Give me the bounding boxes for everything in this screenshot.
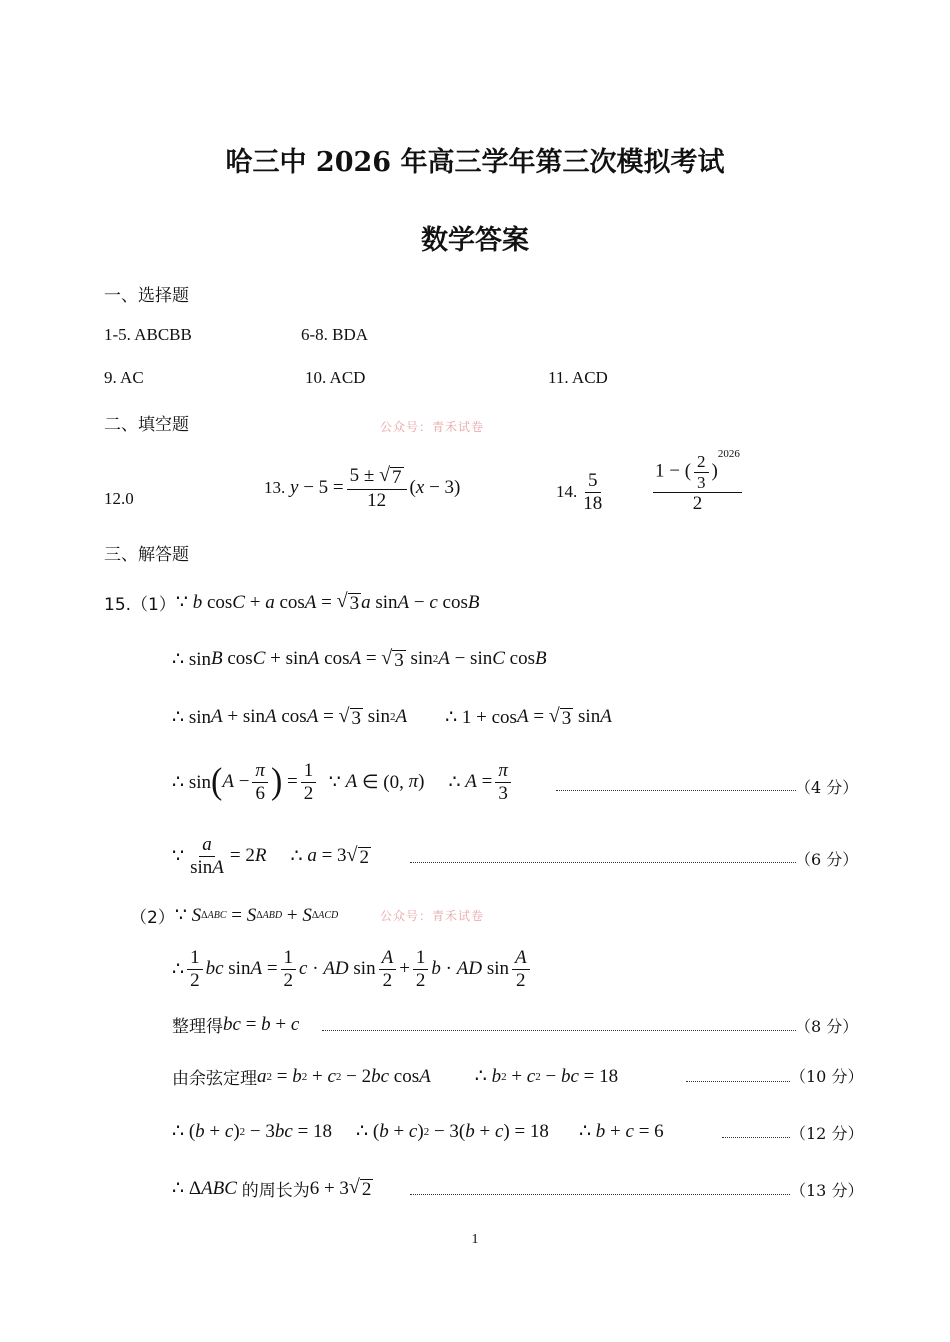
score-8: （8 分） <box>795 1017 859 1036</box>
watermark-2: 公众号：青禾试卷 <box>380 909 485 923</box>
section-choice: 一、选择题 <box>104 286 189 306</box>
answer-14 <box>556 470 608 515</box>
p15-part2-line-3: 整理得 bc = b + c <box>172 1013 300 1037</box>
answer-11: 11. ACD <box>548 368 608 387</box>
p15-line-4: ∴ sin ( A − $\frac{\pi}{6}$ ) = $\frac{1}{2}$ ∵ A ∈ (0, π ) ∴ A = $\frac{\pi}{3}$ <box>172 760 514 805</box>
leader-dots <box>686 1069 790 1082</box>
answer-14-numerator: 5 <box>585 470 601 493</box>
page-title: 哈三中 2026 年高三学年第三次模拟考试 <box>225 147 725 178</box>
answer-13: 13. y − 5 = 5 ± √ 7 12 ( x − 3) <box>264 464 461 511</box>
p15-line-5: ∵ $\frac{a}{\sin A}$ = 2 R ∴ a = 3 √ 2 <box>172 834 370 878</box>
leader-dots <box>556 778 796 791</box>
p15-line-2: ∴ sin B cos C + sin A cos A = √ 3 sin 2 A − sin C cos B <box>172 647 547 671</box>
leader-dots <box>322 1018 796 1031</box>
watermark: 公众号：青禾试卷 <box>380 420 485 434</box>
page-number: 1 <box>471 1232 479 1247</box>
answer-14-denominator: 18 <box>583 492 603 514</box>
p15-part2-line-4: 由余弦定理 a 2 = b 2 + c 2 − 2 bc cos A ∴ b 2 + c 2 − bc = 18 <box>172 1065 619 1089</box>
score-6: （6 分） <box>795 850 859 869</box>
text-perimeter: 的周长为 <box>241 1181 310 1201</box>
page-subtitle: 数学答案 <box>421 225 529 256</box>
answer-14-label: 14. <box>556 482 578 502</box>
section-fill: 二、填空题 <box>104 415 189 435</box>
answer-13-label: 13. <box>264 477 286 497</box>
answer-10: 10. ACD <box>305 368 366 387</box>
section-solve: 三、解答题 <box>104 545 189 565</box>
answer-12: 12.0 <box>104 489 134 508</box>
p15-line-1: 15.（1） ∵ b cos C + a cos A = √ 3 a sin A − c cos B <box>104 590 480 615</box>
answer-6-8: 6-8. BDA <box>301 325 369 344</box>
leader-dots <box>722 1125 790 1138</box>
score-12: （12 分） <box>790 1124 864 1143</box>
p15-part2-line-6: ∴ Δ ABC 的周长为 6 + 3 √ 2 <box>172 1176 372 1201</box>
p15-part2-line-2: ∴ $\frac{1}{2}$ bc sin A = $\frac{1}{2}$ c · AD sin $\frac{A}{2}$ + $\frac{1}{2}$ b · AD sin $\frac{A}{2}$ <box>172 947 533 992</box>
text-cosine-law: 由余弦定理 <box>172 1069 257 1089</box>
answer-1-5: 1-5. ABCBB <box>104 325 192 344</box>
score-13: （13 分） <box>790 1181 864 1200</box>
p15-line-3: ∴ sin A + sin A cos A = √ 3 sin 2 A ∴ 1 + cos A = √ 3 sin A <box>172 705 612 729</box>
leader-dots <box>410 1182 790 1195</box>
p15-label: 15.（1） <box>104 595 176 615</box>
p15-part2-line-1: （2） ∵ S ΔABC = S ΔABD + S ΔACD <box>130 904 339 928</box>
p15-part2-line-5: ∴ ( b + c ) 2 − 3 bc = 18 ∴ ( b + c ) 2 − 3( b + c ) = 18 ∴ b + c = 6 <box>172 1120 664 1142</box>
p15-part2-label: （2） <box>130 908 175 928</box>
score-4: （4 分） <box>795 778 859 797</box>
answer-14-second: 1 − ( $\frac{2}{3}$ )$^{2026}$ 2 <box>655 448 740 515</box>
score-10: （10 分） <box>790 1067 864 1086</box>
text-arrange: 整理得 <box>172 1017 223 1037</box>
answer-9: 9. AC <box>104 368 144 387</box>
leader-dots <box>410 850 796 863</box>
